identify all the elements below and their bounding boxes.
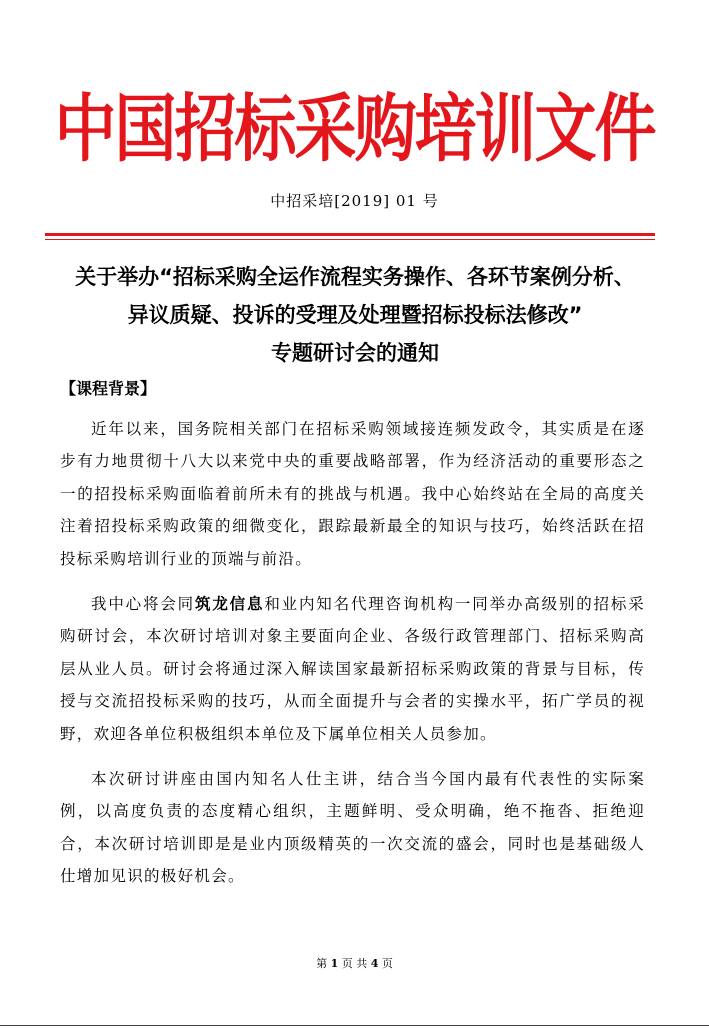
paragraph-1: 近年以来，国务院相关部门在招标采购领域接连频发政令，其实质是在逐步有力地贯彻十八大以来党中央的重要战略部署，作为经济活动的重要形态之一的招投标采购面临着前所未有的挑战与机遇。我中心始终站在全局的高度关注着招投标采购政策的细微变化，跟踪最新最全的知识与技巧，始终活跃在招投标采购培训行业的顶端与前沿。 — [60, 420, 645, 568]
page-total-number: 4 — [370, 957, 379, 970]
paragraph-2 — [60, 588, 645, 750]
page-footer-prefix: 第 — [316, 957, 328, 970]
paragraph-2-rest: 和业内知名代理咨询机构一同举办高级别的招标采购研讨会，本次研讨培训对象主要面向企业、各级行政管理部门、招标采购高层从业人员。研讨会将通过深入解读国家最新招标采购政策的背景与目标，传授与交流招投标采购的技巧，从而全面提升与会者的实操水平，拓广学员的视野，欢迎各单位积极组织本单位及下属单位相关人员参加。 — [60, 595, 646, 743]
page-footer-middle: 页 共 — [341, 957, 368, 970]
section-body — [60, 413, 645, 906]
notice-title-line-3: 专题研讨会的通知 — [271, 341, 439, 365]
section-heading-background: 【课程背景】 — [60, 379, 157, 398]
header-divider-thick — [45, 233, 655, 236]
paragraph-2-highlight: 筑龙信息 — [194, 595, 265, 614]
paragraph-3: 本次研讨讲座由国内知名人仕主讲，结合当今国内最有代表性的实际案例，以高度负责的态度精心组织，主题鲜明、受众明确，绝不拖沓、拒绝迎合，本次研讨培训即是是业内顶级精英的一次交流的盛会，同时也是基础级人仕增加见识的极好机会。 — [60, 770, 645, 886]
page-bottom-edge — [0, 1025, 709, 1026]
page-footer-suffix: 页 — [381, 957, 393, 970]
paragraph-2-start: 我中心将会同 — [91, 595, 195, 614]
header-divider-thin — [45, 239, 655, 240]
notice-title — [40, 258, 670, 372]
page-footer — [0, 955, 709, 971]
page-current-number: 1 — [330, 957, 339, 970]
document-number: 中招采培[2019] 01 号 — [270, 192, 439, 210]
document-header-title: 中国招标采购培训文件 — [54, 85, 655, 172]
notice-title-line-1: 关于举办“招标采购全运作流程实务操作、各环节案例分析、 — [75, 265, 635, 289]
notice-title-line-2: 异议质疑、投诉的受理及处理暨招标投标法修改” — [127, 303, 583, 327]
